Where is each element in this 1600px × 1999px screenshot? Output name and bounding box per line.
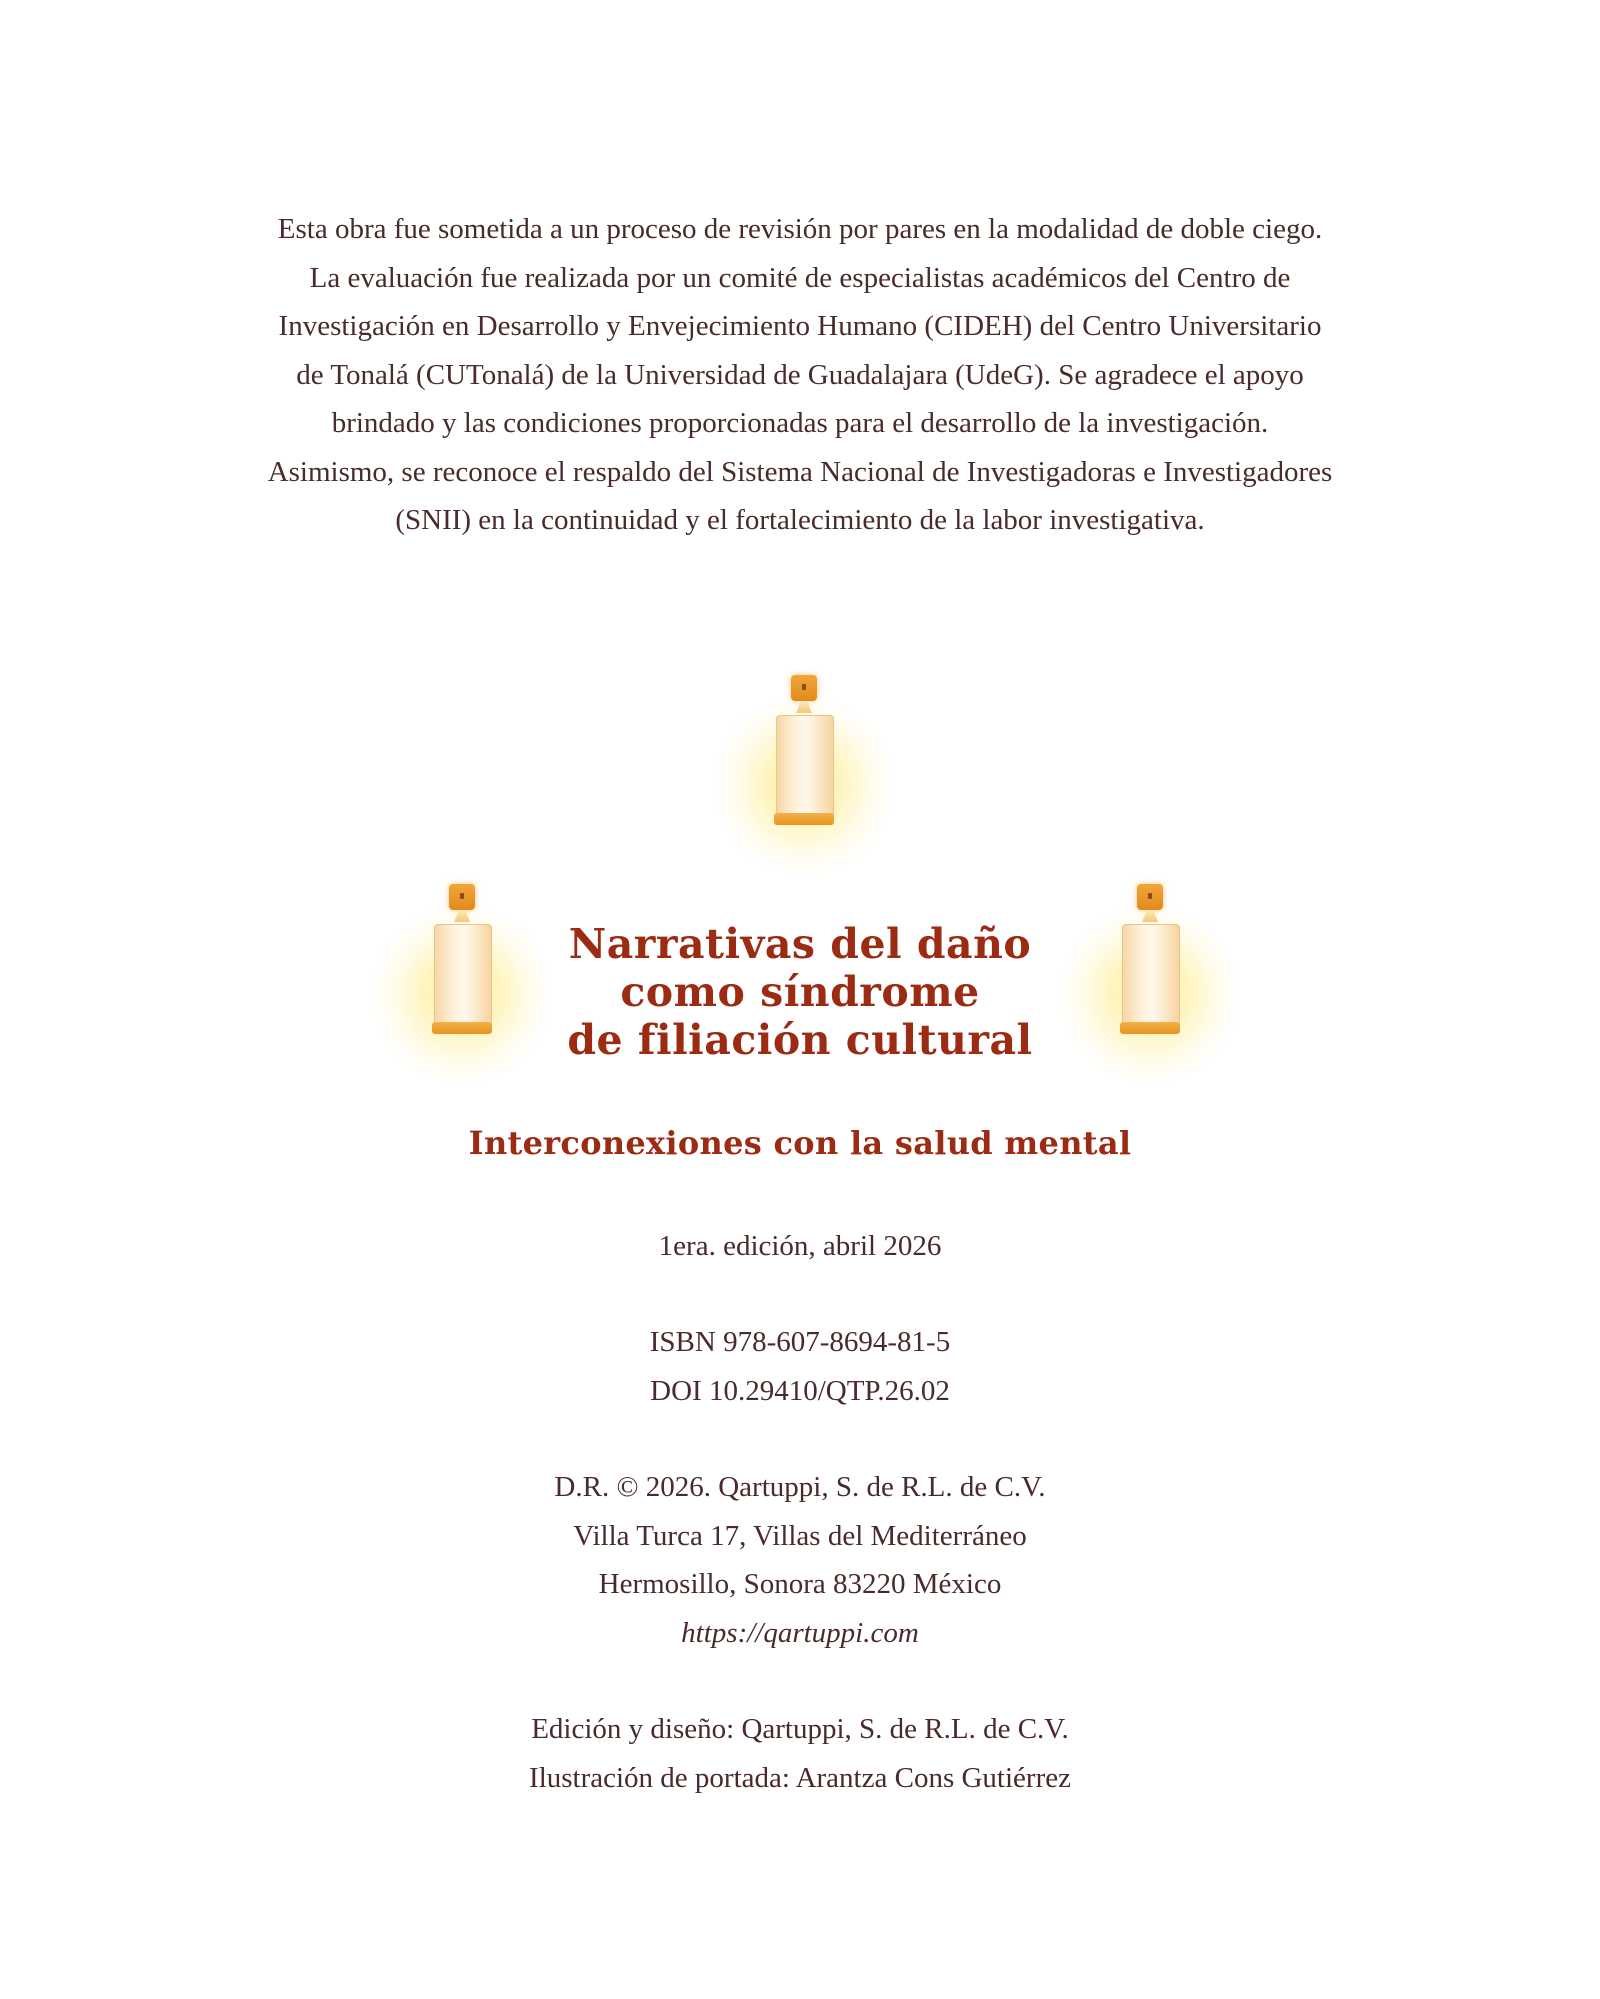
review-note-line: Esta obra fue sometida a un proceso de revisión por pares en la modalidad de doble ciego.	[277, 213, 1323, 245]
review-note-line: Asimismo, se reconoce el respaldo del Sistema Nacional de Investigadoras e Investigadores	[267, 455, 1333, 488]
edition-info	[0, 1222, 1600, 1271]
edition-design-credit: Edición y diseño: Qartuppi, S. de R.L. de C.V.	[531, 1713, 1069, 1745]
credits	[0, 1705, 1600, 1802]
publisher-url[interactable]: https://qartuppi.com	[681, 1616, 919, 1649]
book-title-line: de filiación cultural	[567, 1016, 1033, 1064]
address-line: Villa Turca 17, Villas del Mediterráneo	[573, 1519, 1027, 1552]
publisher-info	[0, 1463, 1600, 1657]
rights-line: D.R. © 2026. Qartuppi, S. de R.L. de C.V.	[554, 1471, 1046, 1503]
review-note-line: (SNII) en la continuidad y el fortalecimiento de la labor investigativa.	[395, 504, 1205, 536]
book-title-line: como síndrome	[620, 968, 980, 1016]
lantern-icon	[704, 675, 904, 875]
review-note-line: brindado y las condiciones proporcionadas para el desarrollo de la investigación.	[331, 407, 1269, 439]
review-note-line: La evaluación fue realizada por un comité de especialistas académicos del Centro de	[309, 261, 1291, 294]
book-subtitle: Interconexiones con la salud mental	[468, 1124, 1132, 1162]
edition-line: 1era. edición, abril 2026	[658, 1230, 942, 1262]
book-identifiers	[0, 1318, 1600, 1415]
book-title-line: Narrativas del daño	[568, 920, 1032, 968]
address-line: Hermosillo, Sonora 83220 México	[598, 1568, 1002, 1600]
review-note-line: Investigación en Desarrollo y Envejecimiento Humano (CIDEH) del Centro Universitario	[278, 310, 1322, 342]
book-title	[0, 920, 1600, 1064]
peer-review-note	[190, 205, 1410, 545]
cover-illustration-credit: Ilustración de portada: Arantza Cons Gutiérrez	[529, 1761, 1071, 1794]
isbn: ISBN 978-607-8694-81-5	[649, 1326, 951, 1358]
doi: DOI 10.29410/QTP.26.02	[650, 1374, 950, 1407]
review-note-line: de Tonalá (CUTonalá) de la Universidad de Guadalajara (UdeG). Se agradece el apoyo	[296, 358, 1304, 391]
